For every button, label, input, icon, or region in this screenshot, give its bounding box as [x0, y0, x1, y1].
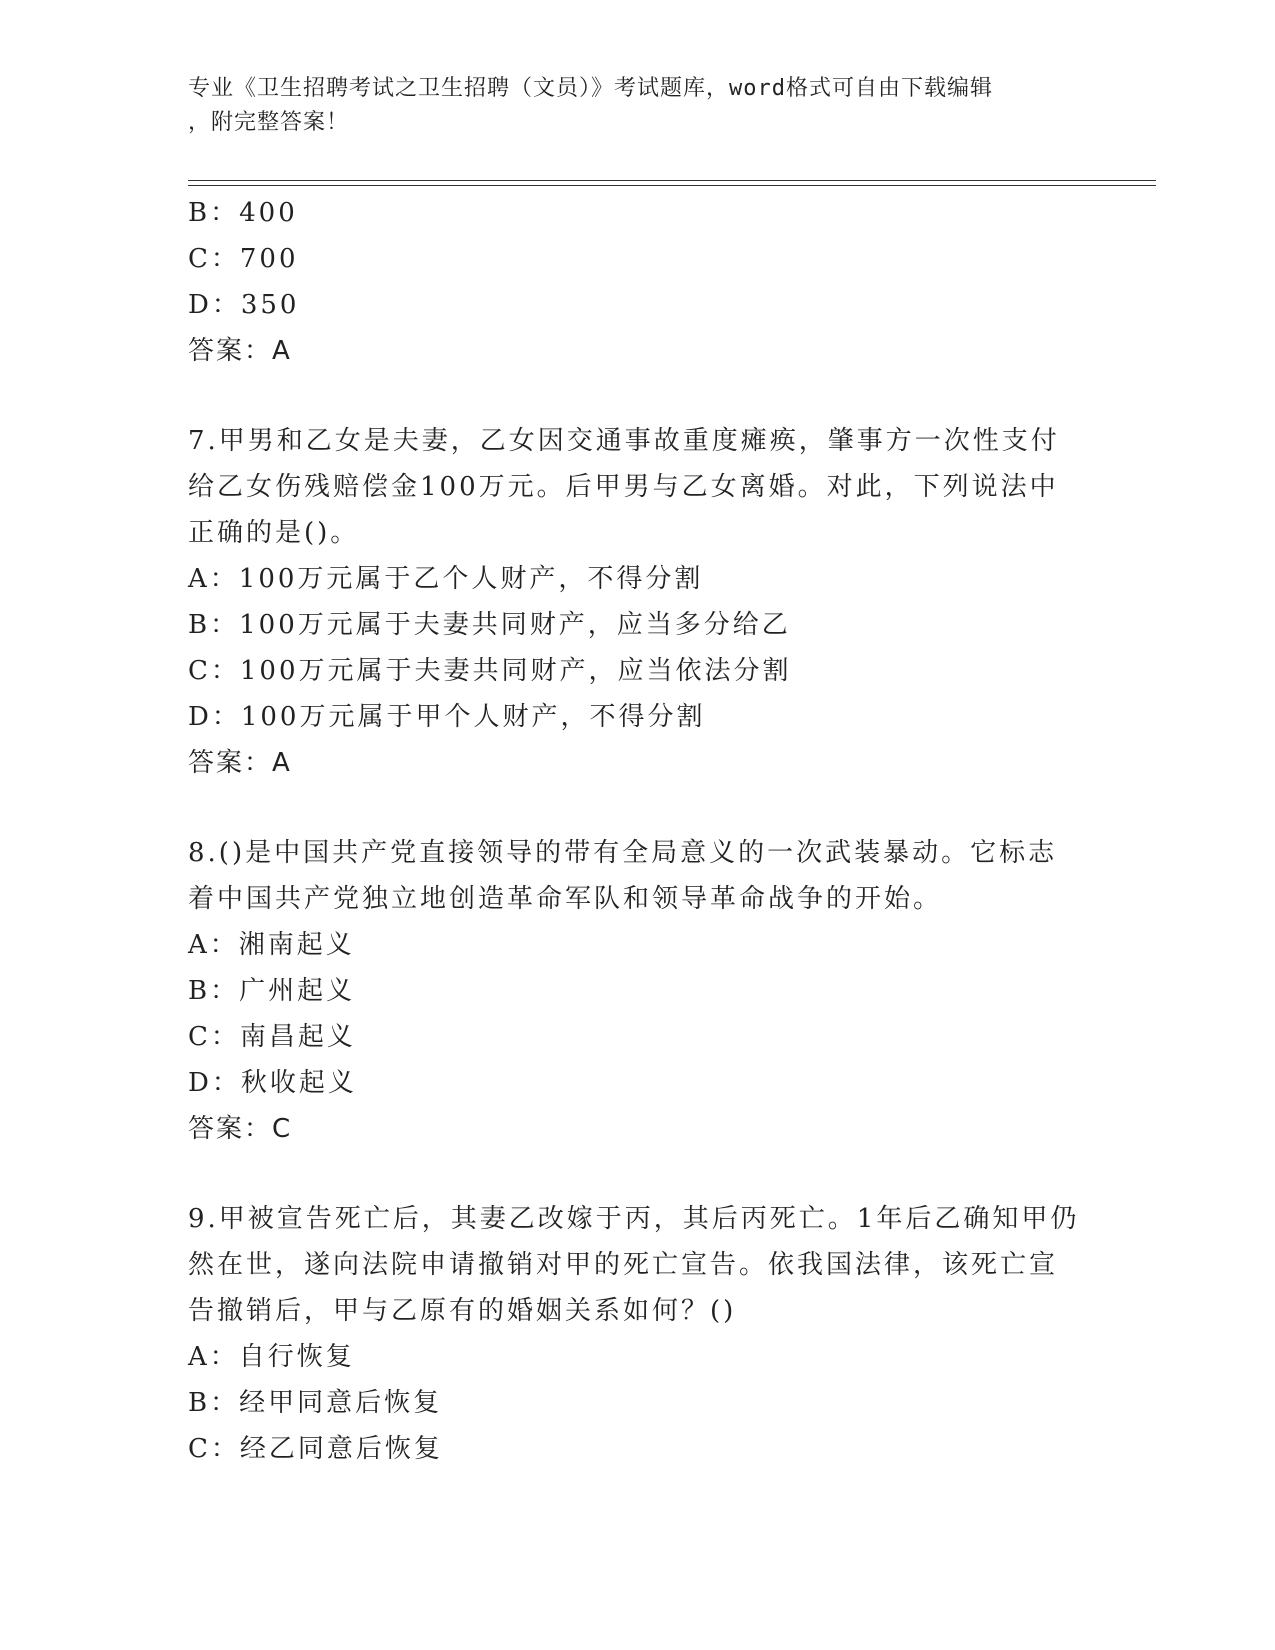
question-stem: 着中国共产党独立地创造革命军队和领导革命战争的开始。 — [188, 884, 943, 914]
option-a: A：自行恢复 — [188, 1342, 355, 1372]
option-c: C：南昌起义 — [188, 1022, 356, 1052]
answer-label: 答案：A — [188, 748, 292, 778]
question-stem: 告撤销后，甲与乙原有的婚姻关系如何？() — [188, 1296, 737, 1326]
question-stem: 然在世，遂向法院申请撤销对甲的死亡宣告。依我国法律，该死亡宣 — [188, 1250, 1059, 1280]
option-b: B：100万元属于夫妻共同财产，应当多分给乙 — [188, 610, 791, 640]
option-a: A：100万元属于乙个人财产，不得分割 — [188, 564, 704, 594]
option-c: C：100万元属于夫妻共同财产，应当依法分割 — [188, 656, 792, 686]
question-stem: 给乙女伤残赔偿金100万元。后甲男与乙女离婚。对此，下列说法中 — [188, 472, 1059, 502]
question-list — [188, 190, 1088, 1472]
header-title-line-1: 专业《卫生招聘考试之卫生招聘（文员）》考试题库，word格式可自由下载编辑 — [188, 76, 993, 101]
header-divider-top — [188, 180, 1156, 181]
spacer — [188, 1152, 1088, 1196]
header-divider-bottom — [188, 185, 1156, 186]
answer-label: 答案：A — [188, 336, 292, 366]
option-c: C：经乙同意后恢复 — [188, 1434, 443, 1464]
document-header — [188, 72, 1068, 140]
option-d: D：秋收起义 — [188, 1068, 357, 1098]
spacer — [188, 786, 1088, 830]
option-c: C：700 — [188, 244, 299, 274]
option-b: B：经甲同意后恢复 — [188, 1388, 443, 1418]
option-a: A：湘南起义 — [188, 930, 355, 960]
question-stem: 8.()是中国共产党直接领导的带有全局意义的一次武装暴动。它标志 — [188, 838, 1058, 868]
option-b: B：广州起义 — [188, 976, 356, 1006]
question-8 — [188, 830, 1088, 1152]
header-title-line-2: ，附完整答案！ — [188, 110, 350, 135]
option-d: D：350 — [188, 290, 300, 320]
question-7 — [188, 418, 1088, 786]
question-9 — [188, 1196, 1088, 1472]
question-stem: 9.甲被宣告死亡后，其妻乙改嫁于丙，其后丙死亡。1年后乙确知甲仍 — [188, 1204, 1080, 1234]
spacer — [188, 374, 1088, 418]
option-d: D：100万元属于甲个人财产，不得分割 — [188, 702, 706, 732]
option-b: B：400 — [188, 198, 298, 228]
answer-label: 答案：C — [188, 1114, 293, 1144]
question-6 — [188, 190, 1088, 374]
question-stem: 正确的是()。 — [188, 518, 360, 548]
question-stem: 7.甲男和乙女是夫妻，乙女因交通事故重度瘫痪，肇事方一次性支付 — [188, 426, 1060, 456]
